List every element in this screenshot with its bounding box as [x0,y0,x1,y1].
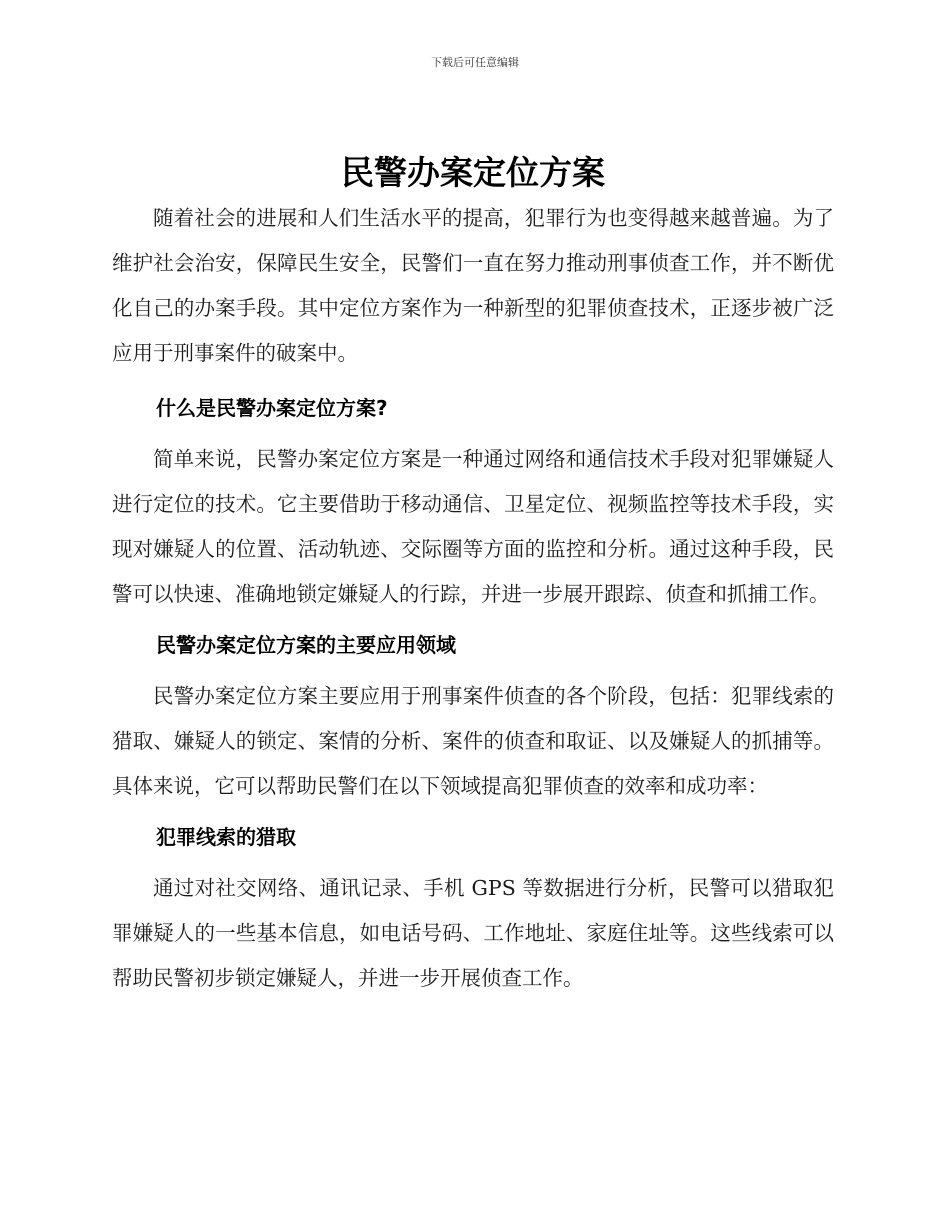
section-body-application-areas: 民警办案定位方案主要应用于刑事案件侦查的各个阶段，包括：犯罪线索的猎取、嫌疑人的锁定、案情的分析、案件的侦查和取证、以及嫌疑人的抓捕等。具体来说，它可以帮助民警们在以下领域提高犯罪侦查的效率和成功率： [112,684,834,798]
intro-paragraph: 随着社会的进展和人们生活水平的提高，犯罪行为也变得越来越普遍。为了维护社会治安，保障民生安全，民警们一直在努力推动刑事侦查工作，并不断优化自己的办案手段。其中定位方案作为一种新型的犯罪侦查技术，正逐步被广泛应用于刑事案件的破案中。 [112,206,834,365]
document-title: 民警办案定位方案 [341,153,605,192]
section-heading-what-is: 什么是民警办案定位方案? [156,396,388,420]
page-header-note: 下载后可任意编辑 [431,56,519,69]
document-body [112,150,834,1001]
section-heading-clue-gathering: 犯罪线索的猎取 [156,825,296,849]
section-body-what-is: 简单来说，民警办案定位方案是一种通过网络和通信技术手段对犯罪嫌疑人进行定位的技术。它主要借助于移动通信、卫星定位、视频监控等技术手段，实现对嫌疑人的位置、活动轨迹、交际圈等方面的监控和分析。通过这种手段，民警可以快速、准确地锁定嫌疑人的行踪，并进一步展开跟踪、侦查和抓捕工作。 [112,447,834,606]
section-heading-application-areas: 民警办案定位方案的主要应用领域 [156,633,456,657]
section-body-clue-gathering: 通过对社交网络、通讯记录、手机 GPS 等数据进行分析，民警可以猎取犯罪嫌疑人的一些基本信息，如电话号码、工作地址、家庭住址等。这些线索可以帮助民警初步锁定嫌疑人，并进一步开展侦查工作。 [112,876,834,990]
